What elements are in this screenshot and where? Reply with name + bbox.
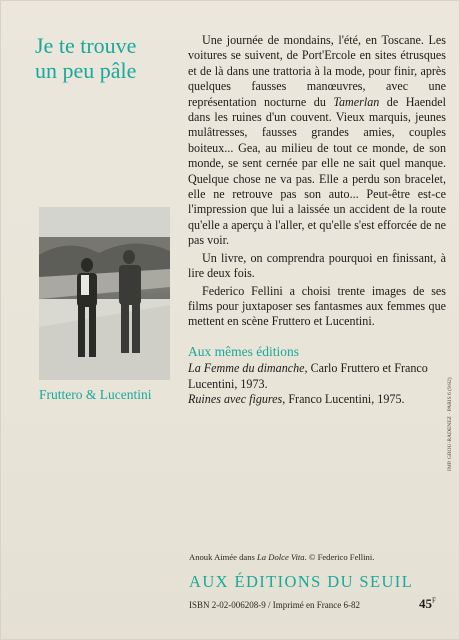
price-unit: F bbox=[432, 596, 436, 605]
photo-caption bbox=[189, 552, 429, 562]
blurb-paragraph-3: Federico Fellini a choisi trente images de ses films pour juxtaposer ses fantasmes aux femmes que mettent en scène Fruttero et Lucentini. bbox=[188, 283, 446, 329]
publisher-name: AUX ÉDITIONS DU SEUIL bbox=[189, 572, 414, 591]
isbn-line: ISBN 2-02-006208-9 / Imprimé en France 6-82 bbox=[189, 600, 360, 610]
caption-film-title: La Dolce Vita bbox=[257, 552, 305, 562]
book1-details: , Carlo Fruttero et Franco Lucentini, 1973. bbox=[188, 361, 428, 391]
book1-title: La Femme du dimanche bbox=[188, 361, 305, 376]
film-still-illustration bbox=[39, 207, 170, 380]
book2-details: , Franco Lucentini, 1975. bbox=[282, 392, 405, 407]
printer-imprint: IMP. GROU-RADENEZ · PARIS 6 (9/82) bbox=[447, 377, 453, 471]
same-editions-item-2 bbox=[188, 392, 446, 407]
book-title bbox=[35, 33, 185, 83]
blurb-paragraph-1 bbox=[188, 33, 446, 249]
blurb-p1-opera-title: Tamerlan bbox=[333, 94, 380, 109]
book-title-line1: Je te trouve bbox=[35, 33, 137, 58]
blurb-p1-text-a: Une journée de mondains, l'été, en Toscane. Les voitures se suivent, de Port'Ercole en sites étrusques et de là dans une trattoria à la mode, pour finir, après quelques fausses manœuvres, avec une représentation nocturne du bbox=[188, 33, 446, 109]
same-editions-heading: Aux mêmes éditions bbox=[188, 344, 299, 359]
blurb bbox=[188, 33, 446, 332]
blurb-p1-text-b: de Haendel dans les ruines d'un couvent. Vieux marquis, jeunes mulâtresses, fausses grandes amies, couples boiteux... Gea, au milieu de tout ce monde, de son monde, se sent cernée par elle ne sait quel manque. Quelque chose ne va pas. Elle a perdu son bracelet, elle ne retrouve pas son auto... Peut-être est-ce l'impression que lui a laissée un accident de la route qu'elle a aperçu à l'aller, et qu'elle s'est efforcée de ne pas voir. bbox=[188, 94, 446, 248]
caption-prefix: Anouk Aimée dans bbox=[189, 552, 258, 562]
price-value: 45 bbox=[419, 596, 432, 611]
same-editions-section bbox=[188, 344, 446, 408]
price-tag bbox=[419, 596, 436, 612]
book2-title: Ruines avec figures bbox=[188, 392, 283, 407]
film-still-photo bbox=[39, 207, 170, 380]
same-editions-item-1 bbox=[188, 361, 446, 392]
book-authors: Fruttero & Lucentini bbox=[39, 387, 152, 402]
book-title-line2: un peu pâle bbox=[35, 58, 137, 83]
blurb-paragraph-2: Un livre, on comprendra pourquoi en finissant, à lire deux fois. bbox=[188, 250, 446, 281]
caption-suffix: . © Federico Fellini. bbox=[304, 552, 375, 562]
